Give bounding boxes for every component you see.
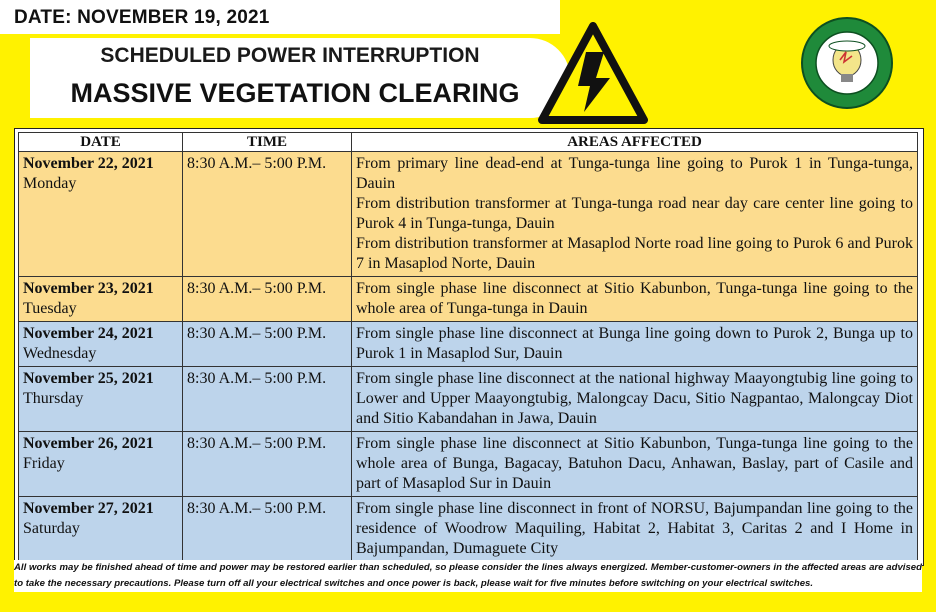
- row-time: 8:30 A.M.– 5:00 P.M.: [183, 367, 352, 432]
- notice-date: DATE: NOVEMBER 19, 2021: [14, 7, 270, 28]
- row-date: November 25, 2021: [23, 370, 154, 387]
- table-row: [19, 277, 918, 322]
- row-date: November 22, 2021: [23, 155, 154, 172]
- row-date: November 26, 2021: [23, 435, 154, 452]
- row-date: November 27, 2021: [23, 500, 154, 517]
- row-day: Saturday: [23, 520, 80, 537]
- date-cell: [19, 322, 183, 367]
- row-day: Tuesday: [23, 300, 77, 317]
- area-item: From single phase line disconnect in front of NORSU, Bajumpandan line going to the residence of Woodrow Maquiling, Habitat 2, Habitat 3, Caritas 2 and I Home in Bajumpandan, Dumaguete City: [356, 500, 913, 557]
- table-header-row: [19, 133, 918, 152]
- row-time: 8:30 A.M.– 5:00 P.M.: [183, 322, 352, 367]
- noreco-logo: [800, 16, 894, 110]
- area-item: From primary line dead-end at Tunga-tunga line going to Purok 1 in Tunga-tunga, Dauin: [356, 155, 913, 192]
- areas-cell: [352, 277, 918, 322]
- date-cell: [19, 367, 183, 432]
- row-time: 8:30 A.M.– 5:00 P.M.: [183, 277, 352, 322]
- area-item: From single phase line disconnect at the national highway Maayongtubig line going to Lower and Upper Maayongtubig, Malongcay Dacu, Sitio Nagpantao, Malongcay Diot and Sitio Kabandahan in Jawa, Dauin: [356, 370, 913, 427]
- date-cell: [19, 432, 183, 497]
- row-day: Friday: [23, 455, 65, 472]
- row-day: Monday: [23, 175, 77, 192]
- schedule-table: [18, 132, 918, 562]
- areas-cell: [352, 152, 918, 277]
- area-item: From single phase line disconnect at Sitio Kabunbon, Tunga-tunga line going to the whole area of Bunga, Bagacay, Batuhon Dacu, Anhawan, Baslay, part of Casile and part of Masaplod Sur in Dauin: [356, 435, 913, 492]
- table-row: [19, 322, 918, 367]
- areas-cell: [352, 322, 918, 367]
- date-cell: [19, 277, 183, 322]
- area-item: From single phase line disconnect at Sitio Kabunbon, Tunga-tunga line going to the whole area of Tunga-tunga in Dauin: [356, 280, 913, 317]
- area-item: From single phase line disconnect at Bunga line going down to Purok 2, Bunga up to Purok 1 in Masaplod Sur, Dauin: [356, 325, 913, 362]
- area-item: From distribution transformer at Tunga-tunga road near day care center line going to Purok 4 in Tunga-tunga, Dauin: [356, 195, 913, 232]
- date-cell: [19, 497, 183, 562]
- advisory-note: All works may be finished ahead of time and power may be restored earlier than scheduled, so please consider the lines always energized. Member-customer-owners in the affected areas are advised to take the necessary precautions. Please turn off all your electrical switches and once power is back, please wait for five minutes before switching on your electrical switches.: [14, 560, 922, 592]
- date-cell: [19, 152, 183, 277]
- row-day: Wednesday: [23, 345, 97, 362]
- areas-cell: [352, 497, 918, 562]
- row-time: 8:30 A.M.– 5:00 P.M.: [183, 497, 352, 562]
- high-voltage-warning-icon: [538, 22, 648, 126]
- notice-subtitle: MASSIVE VEGETATION CLEARING: [70, 78, 520, 108]
- table-row: [19, 152, 918, 277]
- header-date: DATE: [19, 133, 183, 152]
- row-time: 8:30 A.M.– 5:00 P.M.: [183, 432, 352, 497]
- row-day: Thursday: [23, 390, 84, 407]
- area-item: From distribution transformer at Masaplod Norte road line going to Purok 6 and Purok 7 in Masaplod Norte, Dauin: [356, 235, 913, 272]
- header-areas: AREAS AFFECTED: [352, 133, 918, 152]
- row-date: November 23, 2021: [23, 280, 154, 297]
- row-time: 8:30 A.M.– 5:00 P.M.: [183, 152, 352, 277]
- areas-cell: [352, 432, 918, 497]
- table-row: [19, 432, 918, 497]
- areas-cell: [352, 367, 918, 432]
- table-row: [19, 497, 918, 562]
- header-time: TIME: [183, 133, 352, 152]
- row-date: November 24, 2021: [23, 325, 154, 342]
- table-row: [19, 367, 918, 432]
- notice-title: SCHEDULED POWER INTERRUPTION: [100, 44, 480, 67]
- schedule-table-container: [14, 128, 924, 566]
